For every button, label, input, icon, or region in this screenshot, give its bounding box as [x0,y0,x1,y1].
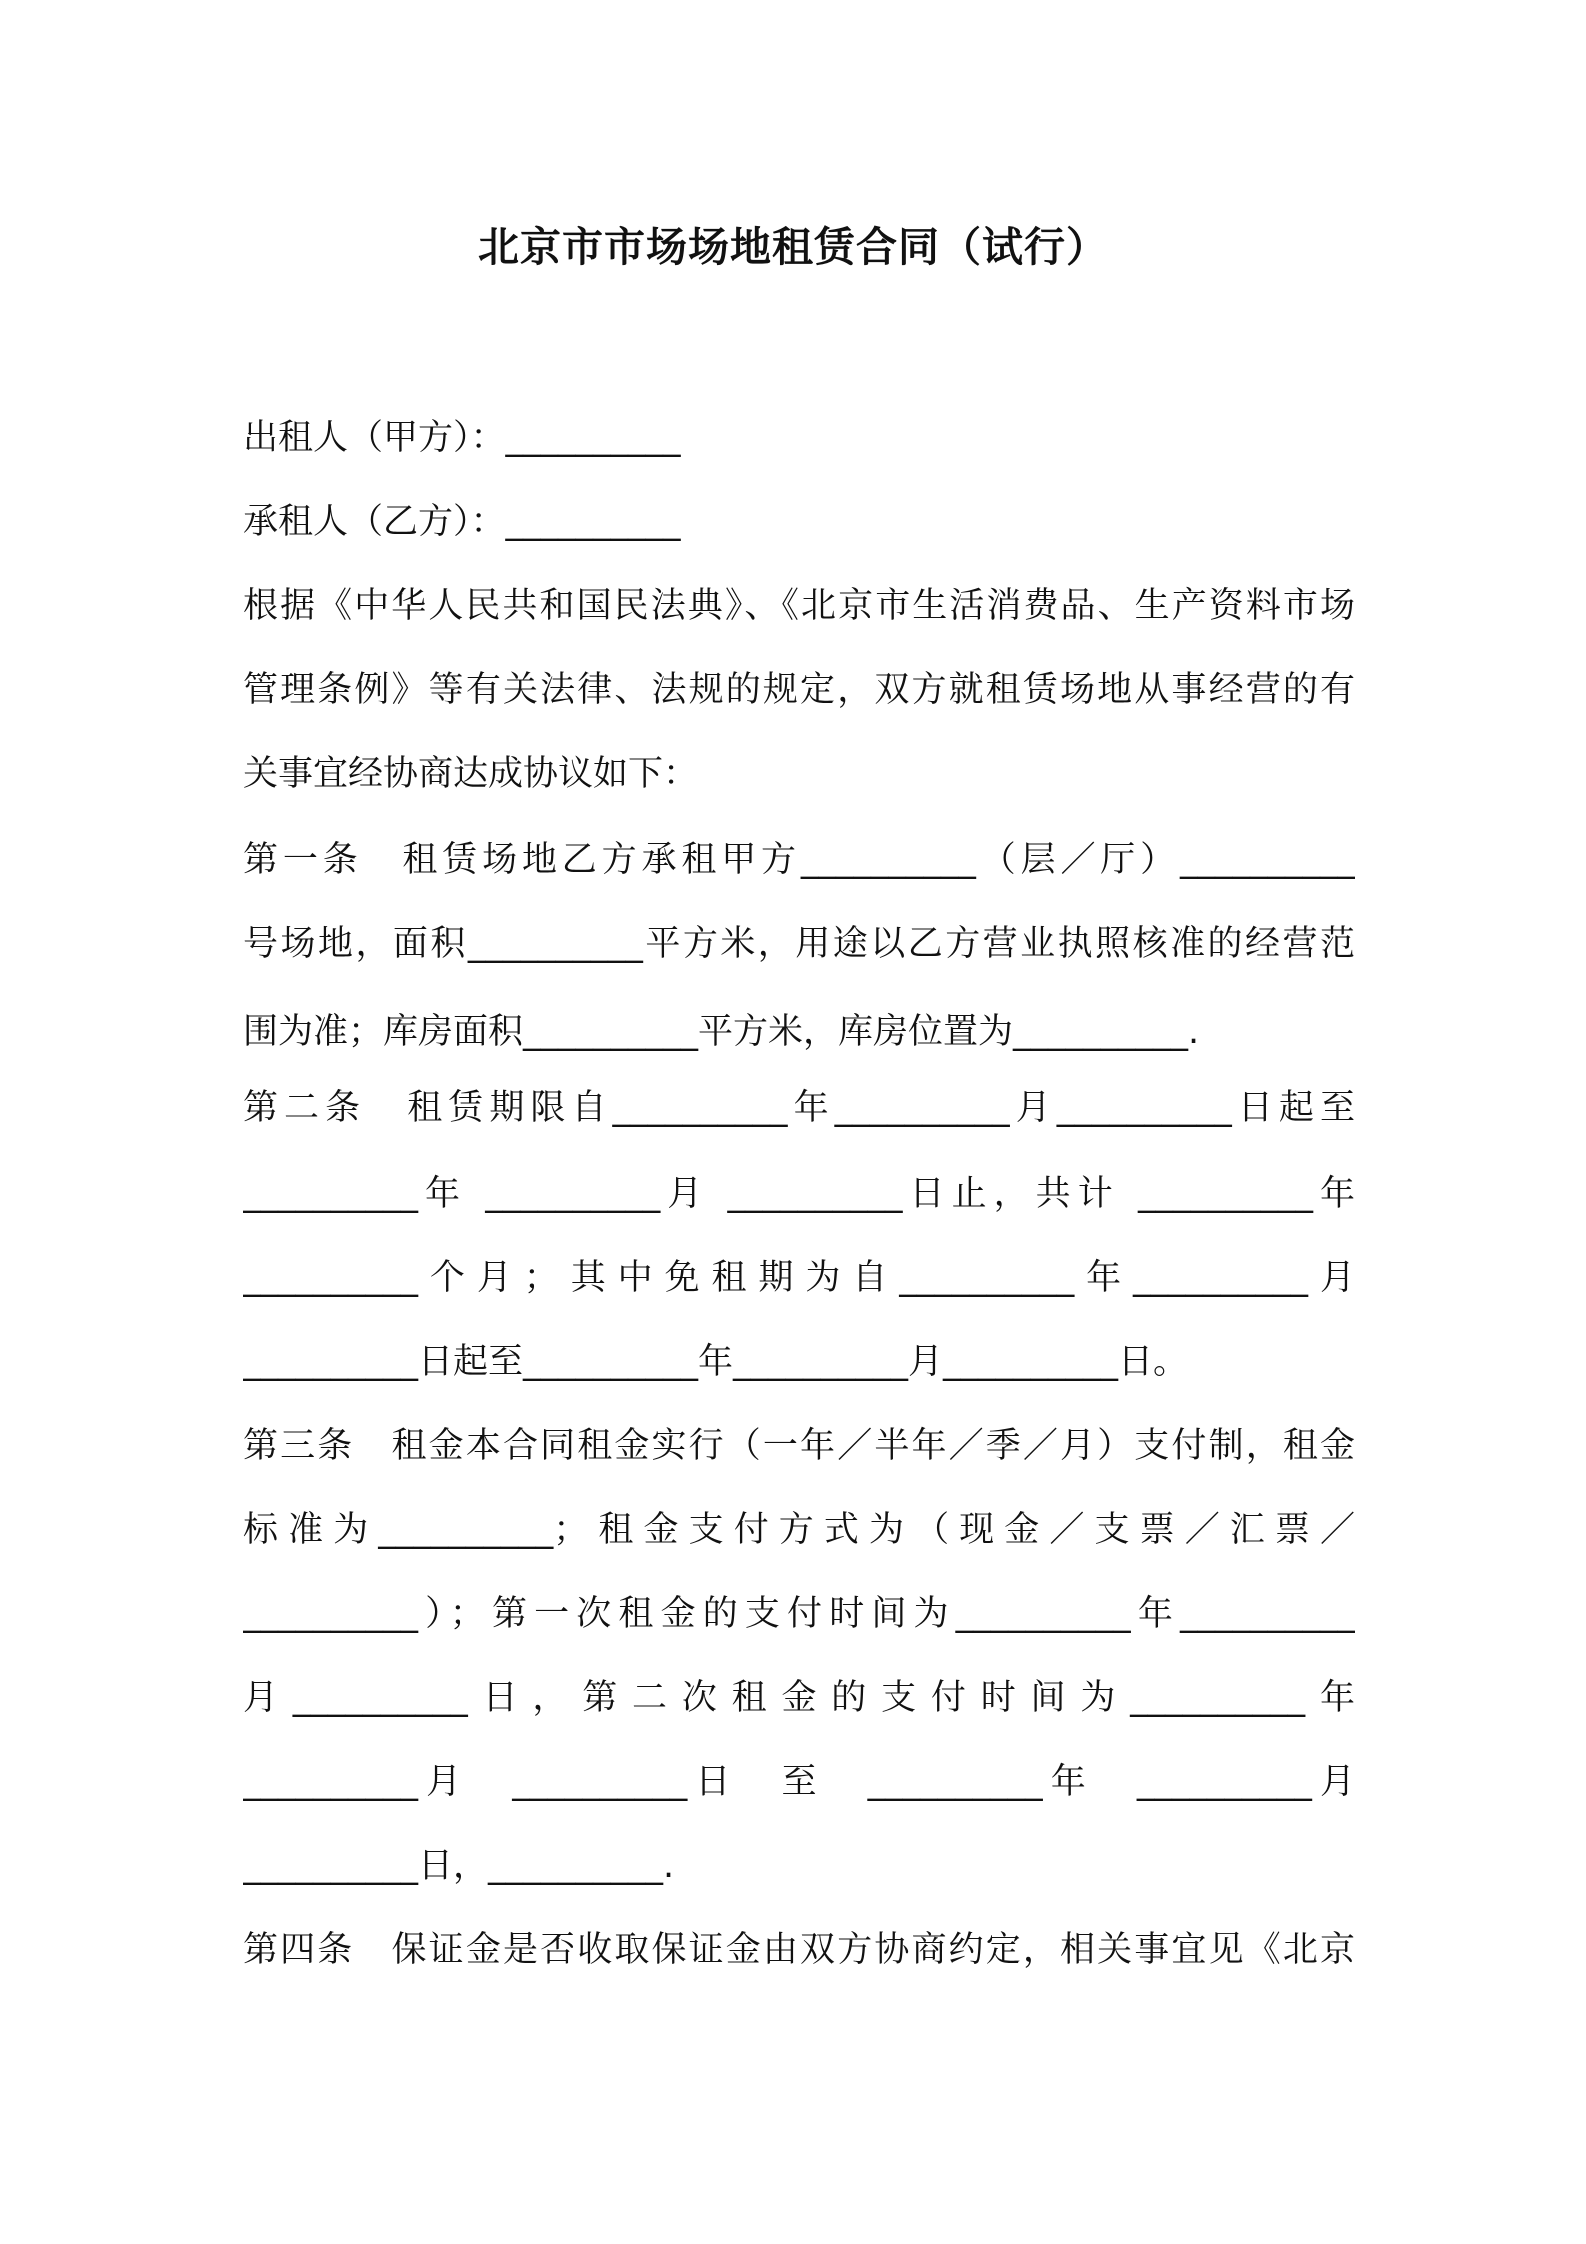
article-3-line-4: 月__________日，第二次租金的支付时间为__________年 [243,1678,1355,1718]
article-3-line-1: 第三条 租金本合同租金实行（一年／半年／季／月）支付制，租金 [243,1426,1355,1466]
article-2-line-1: 第二条 租赁期限自__________年__________月__________日起至 [243,1088,1355,1128]
article-2-line-2: __________年 __________月 __________日止，共计 __________年 [243,1174,1355,1214]
lessee-line: 承租人（乙方）：__________ [243,502,681,542]
article-3-line-6: __________日，__________. [243,1846,675,1886]
article-2-line-3: __________个月；其中免租期为自__________年__________月 [243,1258,1355,1298]
article-1-line-2: 号场地，面积__________平方米，用途以乙方营业执照核准的经营范 [243,924,1355,964]
article-4-line-1: 第四条 保证金是否收取保证金由双方协商约定，相关事宜见《北京 [243,1930,1355,1970]
article-3-line-2: 标准为__________；租金支付方式为（现金／支票／汇票／ [243,1510,1355,1550]
article-3-line-5: __________月 __________日 至 __________年 __________月 [243,1762,1355,1802]
article-1-line-1: 第一条 租赁场地乙方承租甲方__________（层／厅）__________ [243,840,1355,880]
preamble-line-2: 管理条例》等有关法律、法规的规定，双方就租赁场地从事经营的有 [243,670,1355,710]
lessor-line: 出租人（甲方）：__________ [243,418,681,458]
article-3-line-3: __________）；第一次租金的支付时间为__________年__________ [243,1594,1355,1634]
article-1-line-3: 围为准；库房面积__________平方米，库房位置为__________. [243,1012,1200,1052]
preamble-line-1: 根据《中华人民共和国民法典》、《北京市生活消费品、生产资料市场 [243,586,1355,626]
preamble-line-3: 关事宜经协商达成协议如下： [243,754,699,794]
page-title: 北京市市场场地租赁合同（试行） [478,223,1108,271]
article-2-line-4: __________日起至__________年__________月__________日。 [243,1342,1189,1382]
